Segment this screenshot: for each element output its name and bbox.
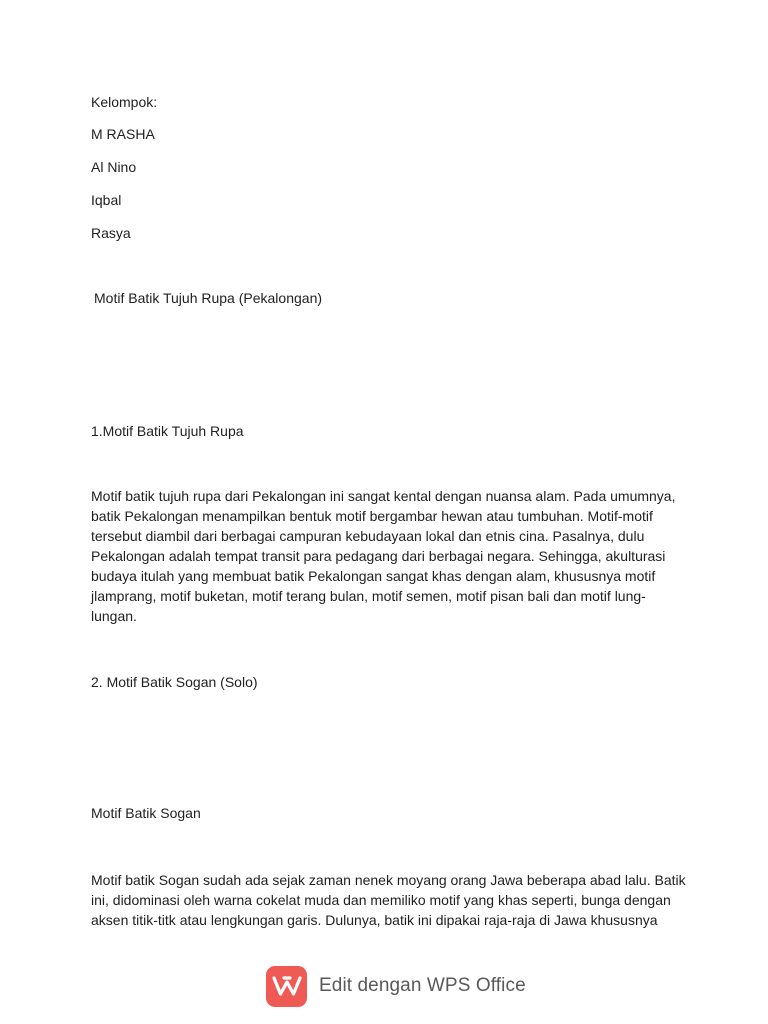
section-heading: 1.Motif Batik Tujuh Rupa	[91, 423, 244, 439]
edit-with-wps-button[interactable]	[266, 965, 526, 1007]
wps-w-glyph-icon	[272, 974, 302, 998]
members-heading: Kelompok:	[91, 94, 158, 110]
paragraph-line: lungan.	[91, 608, 137, 624]
section-heading: 2. Motif Batik Sogan (Solo)	[91, 674, 258, 690]
member-name: Rasya	[91, 225, 131, 241]
section-subheading: Motif Batik Sogan	[91, 805, 201, 821]
paragraph-line: jlamprang, motif buketan, motif terang bulan, motif semen, motif pisan bali dan motif lung-	[91, 588, 646, 604]
paragraph-line: aksen titik-titk atau lengkungan garis. Dulunya, batik ini dipakai raja-raja di Jawa khususnya	[91, 912, 658, 928]
document-title: Motif Batik Tujuh Rupa (Pekalongan)	[94, 290, 323, 306]
member-name: Al Nino	[91, 159, 137, 175]
edit-with-wps-label[interactable]: Edit dengan WPS Office	[319, 975, 526, 996]
section-paragraph	[91, 870, 686, 930]
paragraph-line: Motif batik Sogan sudah ada sejak zaman nenek moyang orang Jawa beberapa abad lalu. Batik	[91, 872, 686, 888]
paragraph-line: Motif batik tujuh rupa dari Pekalongan ini sangat kental dengan nuansa alam. Pada umumnya,	[91, 488, 676, 504]
member-name: Iqbal	[91, 192, 122, 208]
paragraph-line: ini, didominasi oleh warna cokelat muda dan memiliko motif yang khas seperti, bunga dengan	[91, 892, 671, 908]
paragraph-line: budaya itulah yang membuat batik Pekalongan sangat khas dengan alam, khususnya motif	[91, 568, 656, 584]
paragraph-line: batik Pekalongan menampilkan bentuk motif bergambar hewan atau tumbuhan. Motif-motif	[91, 508, 653, 524]
paragraph-line: Pekalongan adalah tempat transit para pedagang dari berbagai negara. Sehingga, akulturasi	[91, 548, 666, 564]
paragraph-line: tersebut diambil dari berbagai campuran kebudayaan lokal dan etnis cina. Pasalnya, dulu	[91, 528, 645, 544]
wps-office-logo-icon[interactable]	[266, 966, 307, 1007]
section-paragraph	[91, 486, 681, 626]
member-name: M RASHA	[91, 126, 155, 142]
